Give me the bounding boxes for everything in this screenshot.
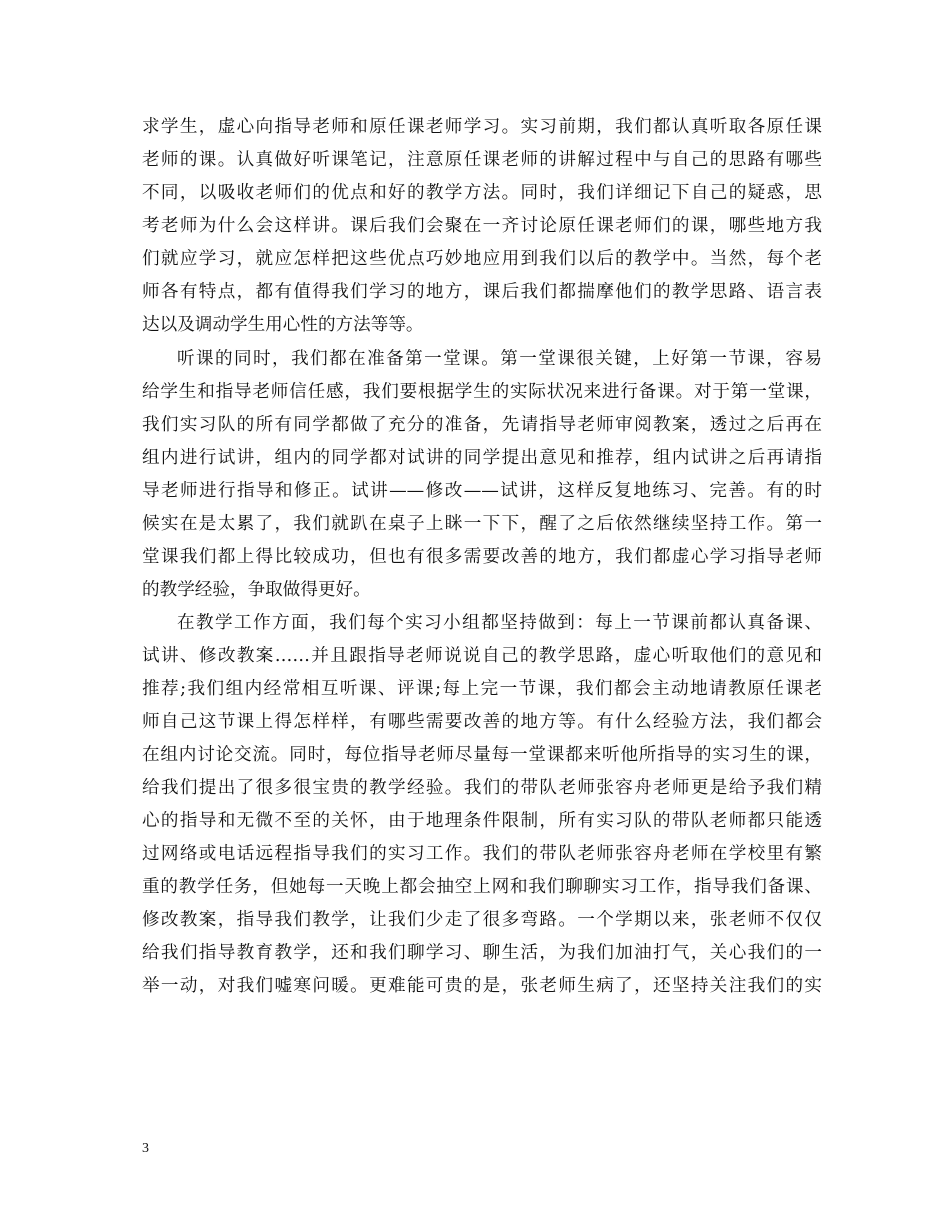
text-line: 导老师进行指导和修正。试讲——修改——试讲，这样反复地练习、完善。有的时 [142, 481, 822, 501]
text-line: 给学生和指导老师信任感，我们要根据学生的实际状况来进行备课。对于第一堂课， [142, 382, 822, 402]
text-line: 推荐;我们组内经常相互听课、评课;每上完一节课，我们都会主动地请教原任课老 [142, 679, 822, 699]
text-line: 我们实习队的所有同学都做了充分的准备，先请指导老师审阅教案，透过之后再在 [142, 415, 822, 435]
text-line: 不同，以吸收老师们的优点和好的教学方法。同时，我们详细记下自己的疑惑，思 [142, 183, 822, 203]
text-line: 堂课我们都上得比较成功，但也有很多需要改善的地方，我们都虚心学习指导老师 [142, 547, 822, 567]
text-line: 给我们指导教育教学，还和我们聊学习、聊生活，为我们加油打气，关心我们的一 [142, 943, 822, 963]
text-line: 师自己这节课上得怎样样，有哪些需要改善的地方等。有什么经验方法，我们都会 [142, 712, 822, 732]
page-number: 3 [142, 1141, 149, 1156]
text-line: 举一动，对我们嘘寒问暖。更难能可贵的是，张老师生病了，还坚持关注我们的实 [142, 976, 822, 996]
text-line: 给我们提出了很多很宝贵的教学经验。我们的带队老师张容舟老师更是给予我们精 [142, 778, 822, 798]
text-line: 考老师为什么会这样讲。课后我们会聚在一齐讨论原任课老师们的课，哪些地方我 [142, 216, 822, 236]
text-line: 们就应学习，就应怎样把这些优点巧妙地应用到我们以后的教学中。当然，每个老 [142, 249, 822, 269]
text-line: 过网络或电话远程指导我们的实习工作。我们的带队老师张容舟老师在学校里有繁 [142, 844, 822, 864]
paragraph-first-line: 在教学工作方面，我们每个实习小组都坚持做到：每上一节课前都认真备课、 [177, 613, 822, 633]
text-line: 在组内讨论交流。同时，每位指导老师尽量每一堂课都来听他所指导的实习生的课， [142, 745, 822, 765]
text-line: 老师的课。认真做好听课笔记，注意原任课老师的讲解过程中与自己的思路有哪些 [142, 150, 822, 170]
text-line: 师各有特点，都有值得我们学习的地方，课后我们都揣摩他们的教学思路、语言表 [142, 282, 822, 302]
text-line: 修改教案，指导我们教学，让我们少走了很多弯路。一个学期以来，张老师不仅仅 [142, 910, 822, 930]
text-line: 试讲、修改教案……并且跟指导老师说说自己的教学思路，虚心听取他们的意见和 [142, 646, 822, 666]
text-line: 的教学经验，争取做得更好。 [142, 580, 371, 600]
text-line: 组内进行试讲，组内的同学都对试讲的同学提出意见和推荐，组内试讲之后再请指 [142, 448, 822, 468]
text-line: 达以及调动学生用心性的方法等等。 [142, 315, 424, 335]
paragraph-first-line: 听课的同时，我们都在准备第一堂课。第一堂课很关键，上好第一节课，容易 [177, 349, 822, 369]
text-line: 求学生，虚心向指导老师和原任课老师学习。实习前期，我们都认真听取各原任课 [142, 117, 822, 137]
text-line: 重的教学任务，但她每一天晚上都会抽空上网和我们聊聊实习工作，指导我们备课、 [142, 877, 822, 897]
text-line: 心的指导和无微不至的关怀，由于地理条件限制，所有实习队的带队老师都只能透 [142, 811, 822, 831]
text-line: 候实在是太累了，我们就趴在桌子上眯一下下，醒了之后依然继续坚持工作。第一 [142, 514, 822, 534]
